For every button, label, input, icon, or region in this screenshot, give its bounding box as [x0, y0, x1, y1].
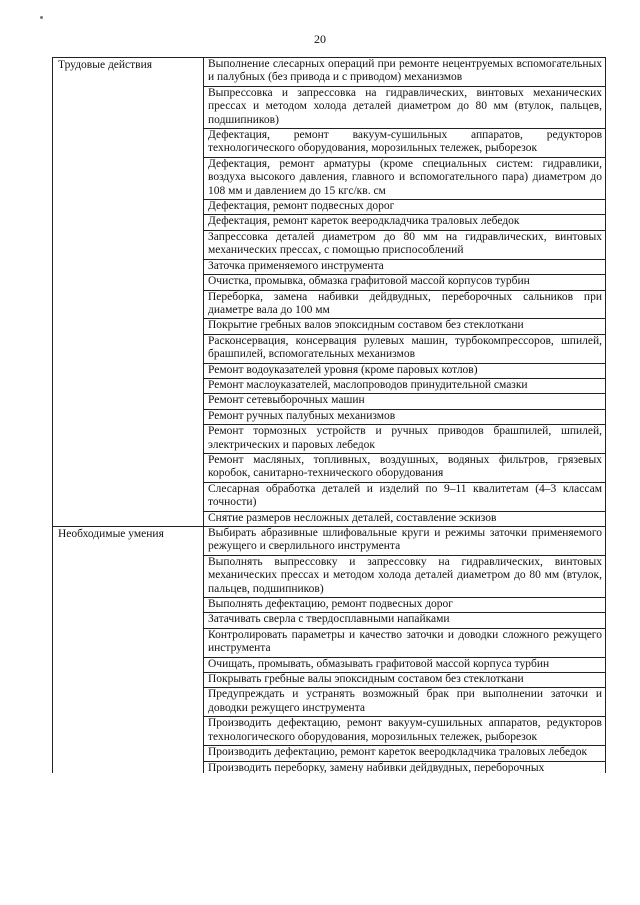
table-cell-item: Заточка применяемого инструмента	[204, 259, 606, 274]
table-cell-item: Затачивать сверла с твердосплавными напайками	[204, 613, 606, 628]
table-cell-item: Производить дефектацию, ремонт кареток вееродкладчика траловых лебедок	[204, 746, 606, 761]
page-number: 20	[314, 32, 326, 46]
cut-off-text: Производить переборку, замену набивки дейдвудных, переборочных	[208, 761, 545, 773]
table-row	[53, 58, 606, 87]
table-cell-item: Переборка, замена набивки дейдвудных, переборочных сальников при диаметре вала до 100 мм	[204, 290, 606, 319]
scan-speck	[40, 16, 43, 19]
requirements-table	[52, 57, 606, 773]
section-title: Необходимые умения	[53, 527, 204, 773]
table-cell-item: Очистка, промывка, обмазка графитовой массой корпусов турбин	[204, 275, 606, 290]
table-cell-item: Покрывать гребные валы эпоксидным составом без стеклоткани	[204, 673, 606, 688]
table-cell-item: Запрессовка деталей диаметром до 80 мм на гидравлических, винтовых механических прессах, с помощью приспособлений	[204, 230, 606, 259]
table-cell-item: Дефектация, ремонт кареток вееродкладчика траловых лебедок	[204, 215, 606, 230]
table-cell-item: Ремонт масляных, топливных, воздушных, водяных фильтров, грязевых коробок, санитарно-технического оборудования	[204, 453, 606, 482]
section-title: Трудовые действия	[53, 58, 204, 527]
table-cell-item: Ремонт сетевыборочных машин	[204, 394, 606, 409]
table-cell-item: Дефектация, ремонт вакуум-сушильных аппаратов, редукторов технологического оборудования, морозильных тележек, рыборезок	[204, 129, 606, 158]
table-cell-item: Выбирать абразивные шлифовальные круги и режимы заточки применяемого режущего и сверлильного инструмента	[204, 527, 606, 556]
table-cell-item: Ремонт маслоуказателей, маслопроводов принудительной смазки	[204, 378, 606, 393]
table-cell-item: Контролировать параметры и качество заточки и доводки сложного режущего инструмента	[204, 628, 606, 657]
table-cell-item: Расконсервация, консервация рулевых машин, турбокомпрессоров, шпилей, брашпилей, вспомогательных механизмов	[204, 334, 606, 363]
table-cell-item: Выполнять дефектацию, ремонт подвесных дорог	[204, 598, 606, 613]
table-cell-item: Выпрессовка и запрессовка на гидравлических, винтовых механических прессах и методом холода деталей диаметром до 80 мм (втулок, пальцев, подшипников)	[204, 86, 606, 128]
table-cell-item: Покрытие гребных валов эпоксидным составом без стеклоткани	[204, 319, 606, 334]
table-cell-item: Ремонт ручных палубных механизмов	[204, 409, 606, 424]
table-cell-item: Ремонт водоуказателей уровня (кроме паровых котлов)	[204, 363, 606, 378]
table-cell-item: Производить дефектацию, ремонт вакуум-сушильных аппаратов, редукторов технологического оборудования, морозильных тележек, рыборезок	[204, 717, 606, 746]
table-cell-item: Выполнение слесарных операций при ремонте нецентруемых вспомогательных и палубных (без привода и с приводом) механизмов	[204, 58, 606, 87]
requirements-table-body	[53, 58, 606, 773]
table-cell-item: Ремонт тормозных устройств и ручных приводов брашпилей, шпилей, электрических и паровых лебедок	[204, 425, 606, 454]
table-row	[53, 527, 606, 556]
table-cell-item: Снятие размеров несложных деталей, составление эскизов	[204, 511, 606, 526]
table-cell-item: Очищать, промывать, обмазывать графитовой массой корпуса турбин	[204, 657, 606, 672]
table-cell-item	[204, 761, 606, 773]
table-cell-item: Слесарная обработка деталей и изделий по 9–11 квалитетам (4–3 классам точности)	[204, 482, 606, 511]
table-cell-item: Предупреждать и устранять возможный брак при выполнении заточки и доводки режущего инструмента	[204, 688, 606, 717]
table-cell-item: Дефектация, ремонт подвесных дорог	[204, 200, 606, 215]
table-cell-item: Выполнять выпрессовку и запрессовку на гидравлических, винтовых механических прессах и методом холода деталей диаметром до 80 мм (втулок, пальцев, подшипников)	[204, 555, 606, 597]
table-cell-item: Дефектация, ремонт арматуры (кроме специальных систем: гидравлики, воздуха высокого давления, главного и вспомогательного пара) диаметром до 108 мм и давлением до 15 кгс/кв. см	[204, 157, 606, 199]
